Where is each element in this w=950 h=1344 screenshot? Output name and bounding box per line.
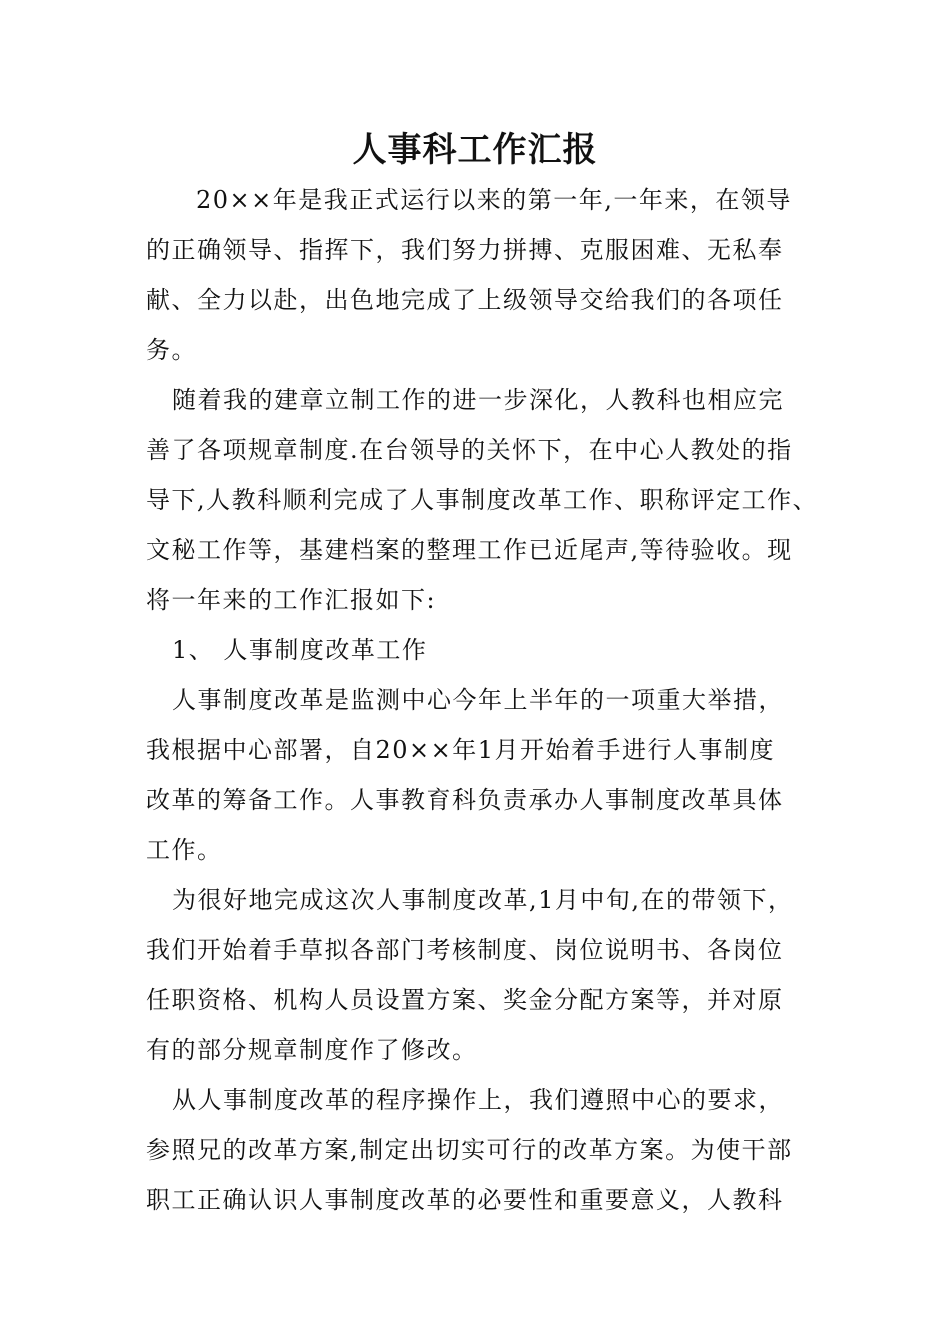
text-line: 人事制度改革是监测中心今年上半年的一项重大举措， [172,686,784,714]
text-line: 将一年来的工作汇报如下: [146,586,437,614]
text-line: 为很好地完成这次人事制度改革,1月中旬,在的带领下， [172,886,794,914]
text-line: 导下,人教科顺利完成了人事制度改革工作、职称评定工作、 [146,486,819,514]
text-line: 献、全力以赴，出色地完成了上级领导交给我们的各项任 [146,286,784,314]
text-line: 文秘工作等，基建档案的整理工作已近尾声,等待验收。现 [146,536,793,564]
document-title: 人事科工作汇报 [352,130,598,170]
text-line: 我们开始着手草拟各部门考核制度、岗位说明书、各岗位 [146,936,784,964]
text-line: 务。 [146,336,197,364]
text-line: 任职资格、机构人员设置方案、奖金分配方案等，并对原 [146,986,784,1014]
text-line: 我根据中心部署，自20××年1月开始着手进行人事制度 [146,736,776,764]
text-line: 善了各项规章制度.在台领导的关怀下，在中心人教处的指 [146,436,793,464]
text-line: 随着我的建章立制工作的进一步深化，人教科也相应完 [172,386,784,414]
text-line: 的正确领导、指挥下，我们努力拼搏、克服困难、无私奉 [146,236,784,264]
text-line: 从人事制度改革的程序操作上，我们遵照中心的要求， [172,1086,784,1114]
text-line: 有的部分规章制度作了修改。 [146,1036,478,1064]
section-heading: 1、 人事制度改革工作 [172,636,428,664]
text-line: 工作。 [146,836,223,864]
text-line: 20××年是我正式运行以来的第一年,一年来，在领导 [196,186,792,214]
text-line: 参照兄的改革方案,制定出切实可行的改革方案。为使干部 [146,1136,793,1164]
text-line: 改革的筹备工作。人事教育科负责承办人事制度改革具体 [146,786,784,814]
text-line: 职工正确认识人事制度改革的必要性和重要意义，人教科 [146,1186,784,1214]
